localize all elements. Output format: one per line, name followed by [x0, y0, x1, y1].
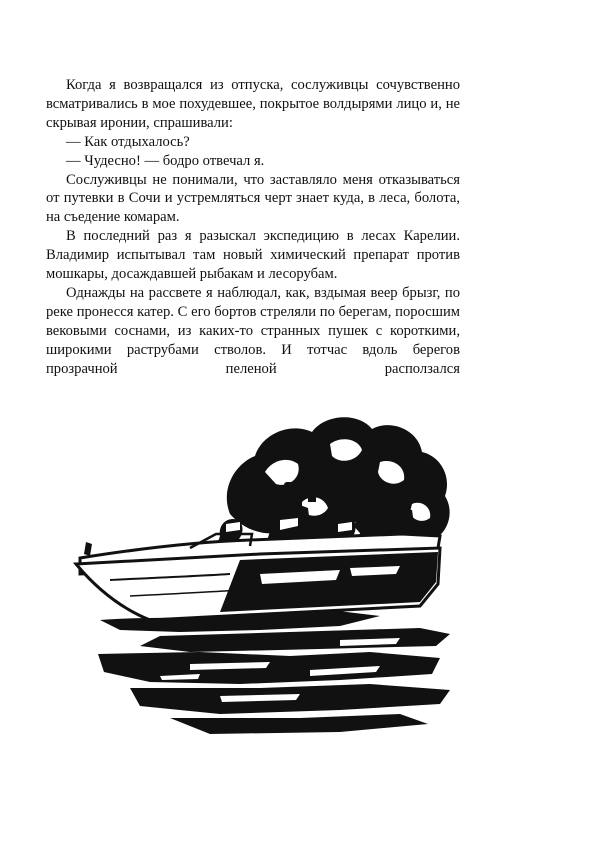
motorboat-illustration-icon: [40, 384, 460, 754]
paragraph: Когда я возвращался из отпуска, сослуживцы сочувственно всматривались в мое похудевшее, покрытое волдырями лицо и, не скрывая иронии, спрашивали:: [46, 77, 460, 131]
dialogue-line: — Чудесно! — бодро отвечал я.: [66, 152, 265, 169]
paragraph: Однажды на рассвете я наблюдал, как, вздымая веер брызг, по реке пронесся катер. С его бортов стреляли по берегам, поросшим вековыми соснами, из каких-то странных пушек с короткими, широкими раструбами стволов. И тотчас вдоль берегов прозрачной пеленой расползался: [46, 284, 460, 377]
paragraph: В последний раз я разыскал экспедицию в лесах Карелии. Владимир испытывал там новый химический препарат против мошкары, досаждавшей рыбакам и лесорубам.: [46, 228, 460, 283]
boat-hull: [76, 534, 440, 620]
paragraph: Сослуживцы не понимали, что заставляло меня отказываться от путевки в Сочи и устремляться черт знает куда, в леса, болота, на съедение комарам.: [46, 171, 460, 226]
dialogue-line: — Как отдыхалось?: [66, 133, 190, 150]
water-wake: [98, 610, 450, 734]
body-text: [46, 76, 460, 379]
